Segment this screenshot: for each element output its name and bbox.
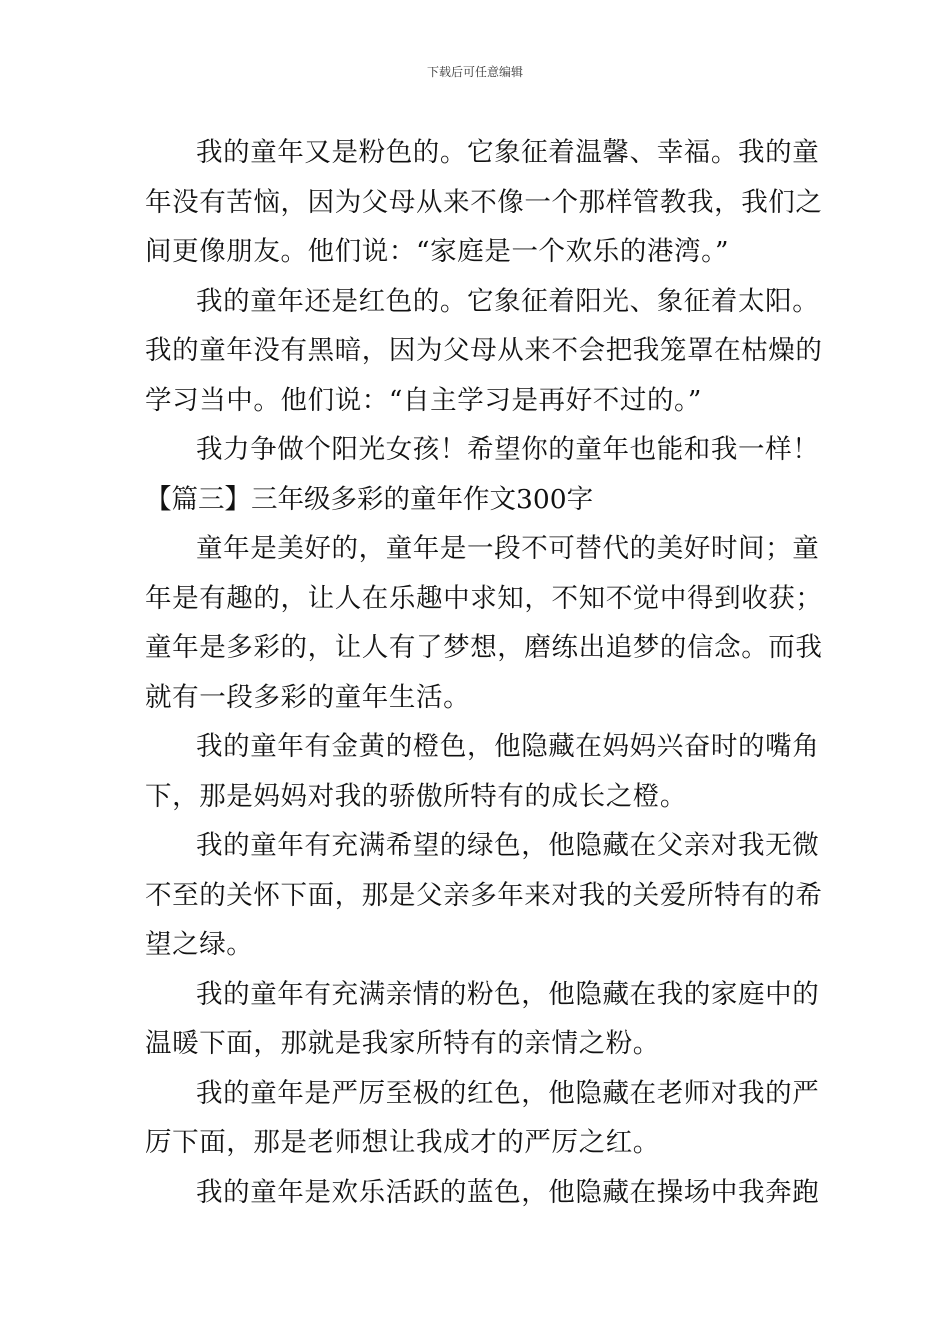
text-line: 间更像朋友。他们说：“家庭是一个欢乐的港湾。” <box>145 236 730 267</box>
text-line: 我的童年是欢乐活跃的蓝色，他隐藏在操场中我奔跑 <box>196 1176 820 1208</box>
paragraph-childhood-intro <box>145 524 823 722</box>
text-line: 我的童年又是粉色的。它象征着温馨、幸福。我的童 <box>196 137 820 168</box>
paragraph-green <box>145 821 823 970</box>
text-line: 温暖下面，那就是我家所特有的亲情之粉。 <box>145 1028 660 1059</box>
text-line: 不至的关怀下面，那是父亲多年来对我的关爱所特有的希 <box>145 879 823 911</box>
text-line: 年没有苦恼，因为父母从来不像一个那样管教我，我们之 <box>145 186 823 218</box>
text-line: 我的童年有充满希望的绿色，他隐藏在父亲对我无微 <box>196 830 820 861</box>
text-line: 厉下面，那是老师想让我成才的严厉之红。 <box>145 1127 660 1158</box>
text-line: 下，那是妈妈对我的骄傲所特有的成长之橙。 <box>145 780 687 812</box>
text-line: 我的童年没有黑暗，因为父母从来不会把我笼罩在枯燥的 <box>145 335 823 366</box>
document-body <box>145 128 823 1217</box>
text-line: 就有一段多彩的童年生活。 <box>145 681 471 713</box>
paragraph-red <box>145 1069 820 1168</box>
paragraph-pink <box>145 970 820 1069</box>
text-line: 学习当中。他们说：“自主学习是再好不过的。” <box>145 384 703 416</box>
text-line: 我的童年有充满亲情的粉色，他隐藏在我的家庭中的 <box>196 978 820 1010</box>
text-line: 我的童年有金黄的橙色，他隐藏在妈妈兴奋时的嘴角 <box>196 731 820 762</box>
text-line: 童年是多彩的，让人有了梦想，磨练出追梦的信念。而我 <box>145 632 823 663</box>
text-line: 我力争做个阳光女孩！希望你的童年也能和我一样！ <box>196 434 820 465</box>
paragraph-pink-childhood <box>145 128 823 277</box>
text-line: 我的童年是严厉至极的红色，他隐藏在老师对我的严 <box>196 1077 820 1109</box>
paragraph-blue <box>145 1168 820 1218</box>
paragraph-sunshine-girl <box>145 425 820 475</box>
section-heading: 【篇三】三年级多彩的童年作文300字 <box>145 483 594 515</box>
page-header-note: 下载后可任意编辑 <box>426 65 523 79</box>
text-line: 年是有趣的，让人在乐趣中求知，不知不觉中得到收获； <box>145 582 823 614</box>
text-line: 望之绿。 <box>145 929 254 960</box>
paragraph-orange <box>145 722 820 821</box>
text-line: 我的童年还是红色的。它象征着阳光、象征着太阳。 <box>196 285 820 317</box>
text-line: 童年是美好的，童年是一段不可替代的美好时间；童 <box>196 533 820 564</box>
paragraph-red-childhood <box>145 277 823 426</box>
